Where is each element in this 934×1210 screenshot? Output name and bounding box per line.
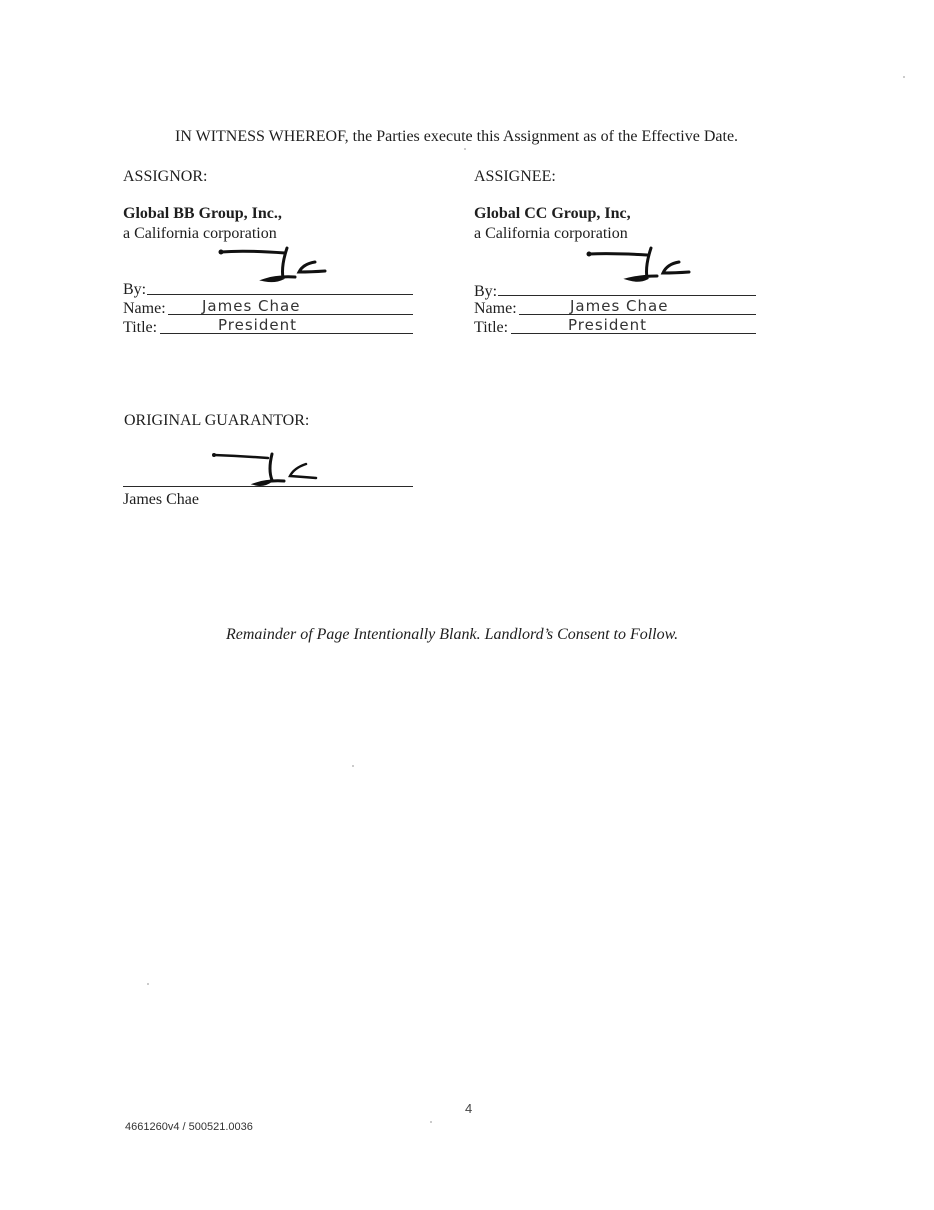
assignor-name-label: Name: bbox=[123, 300, 166, 317]
assignor-entity-name: Global BB Group, Inc., bbox=[123, 205, 282, 222]
assignor-signed-title: President bbox=[218, 316, 297, 334]
witness-clause: IN WITNESS WHEREOF, the Parties execute this Assignment as of the Effective Date. bbox=[175, 128, 739, 145]
assignor-by-line bbox=[147, 294, 413, 295]
assignor-title-label: Title: bbox=[123, 319, 158, 336]
guarantor-printed-name: James Chae bbox=[123, 491, 199, 508]
assignee-signed-title: President bbox=[568, 316, 647, 334]
assignor-by-label: By: bbox=[123, 281, 147, 298]
assignee-signed-name: James Chae bbox=[570, 297, 669, 315]
assignee-by-line bbox=[498, 295, 756, 296]
scan-speck bbox=[903, 76, 905, 78]
assignee-entity-name: Global CC Group, Inc, bbox=[474, 205, 631, 222]
signature-icon bbox=[583, 246, 698, 288]
assignee-title-label: Title: bbox=[474, 319, 509, 336]
assignor-signed-name: James Chae bbox=[202, 297, 301, 315]
scan-speck bbox=[464, 148, 466, 150]
scan-speck bbox=[147, 983, 149, 985]
document-id: 4661260v4 / 500521.0036 bbox=[125, 1121, 253, 1133]
assignee-heading: ASSIGNEE: bbox=[474, 168, 556, 185]
assignee-by-label: By: bbox=[474, 283, 498, 300]
assignor-entity-type: a California corporation bbox=[123, 225, 277, 242]
assignee-name-label: Name: bbox=[474, 300, 517, 317]
remainder-note: Remainder of Page Intentionally Blank. Landlord’s Consent to Follow. bbox=[226, 626, 679, 643]
scan-speck bbox=[352, 765, 354, 767]
guarantor-signature-line bbox=[123, 486, 413, 487]
assignor-heading: ASSIGNOR: bbox=[123, 168, 208, 185]
assignee-entity-type: a California corporation bbox=[474, 225, 628, 242]
page-number: 4 bbox=[465, 1101, 473, 1116]
guarantor-heading: ORIGINAL GUARANTOR: bbox=[124, 412, 310, 429]
signature-icon bbox=[215, 244, 330, 286]
scan-speck bbox=[430, 1121, 432, 1123]
